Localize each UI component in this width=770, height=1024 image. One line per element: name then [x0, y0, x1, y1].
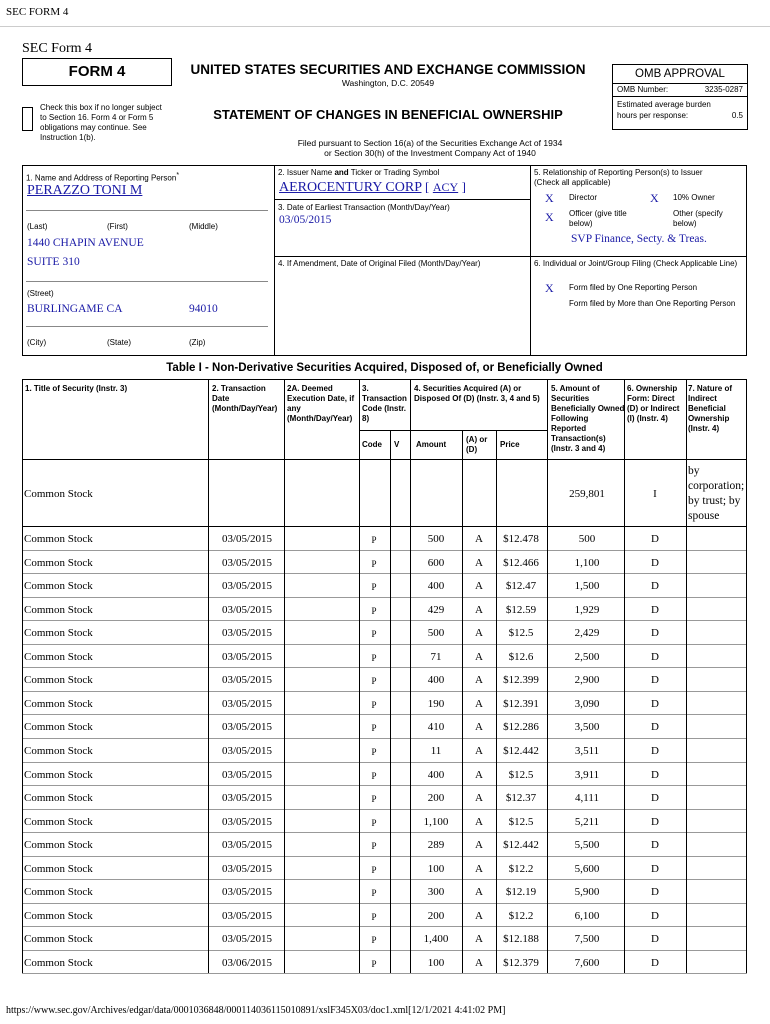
cell-amount: 190 — [427, 697, 445, 710]
cell-ad: A — [475, 744, 483, 757]
checkbox-instruction: Check this box if no longer subject to Section 16. Form 4 or Form 5 obligations may continue. See Instruction 1(b). — [40, 103, 162, 142]
cell-security: Common Stock — [24, 839, 93, 852]
column-line — [410, 379, 411, 973]
omb-number-value: 3235-0287 — [704, 85, 743, 94]
row-divider — [22, 573, 747, 574]
cell-form: D — [651, 744, 659, 757]
indirect-row-bottom — [22, 526, 747, 527]
sub-header-amount: Amount — [416, 440, 447, 449]
other-label: Other (specify below) — [673, 209, 723, 228]
cell-security: Common Stock — [24, 862, 93, 875]
cell-ad: A — [475, 768, 483, 781]
address-line-2: SUITE 310 — [27, 256, 80, 268]
cell-code: P — [371, 911, 377, 922]
row-divider — [22, 738, 747, 739]
cell-code: P — [371, 794, 377, 805]
cell-amount: 429 — [427, 603, 445, 616]
cell-price: $12.188 — [503, 933, 539, 946]
cell-owned: 7,600 — [574, 956, 600, 969]
cell-price: $12.47 — [505, 580, 537, 593]
cell-owned: 3,500 — [574, 721, 600, 734]
cell-form: D — [651, 627, 659, 640]
agency-location: Washington, D.C. 20549 — [341, 78, 435, 88]
cell-date: 03/05/2015 — [221, 603, 273, 616]
browser-header: SEC FORM 4 — [6, 6, 69, 18]
column-line — [686, 379, 687, 973]
cell-price: $12.391 — [503, 697, 539, 710]
cell-code: P — [371, 935, 377, 946]
cell-date: 03/05/2015 — [221, 886, 273, 899]
cell-code: P — [371, 746, 377, 757]
cell-form: D — [651, 580, 659, 593]
cell-owned: 3,911 — [574, 768, 600, 781]
earliest-transaction-date: 03/05/2015 — [279, 214, 332, 226]
cell-security: Common Stock — [24, 556, 93, 569]
cell-amount: 400 — [427, 768, 445, 781]
row-divider — [22, 785, 747, 786]
cell-code: P — [371, 652, 377, 663]
cell-security: Common Stock — [24, 697, 93, 710]
cell-ad: A — [475, 886, 483, 899]
reporting-person-name[interactable]: PERAZZO TONI M — [27, 183, 143, 198]
cell-date: 03/05/2015 — [221, 721, 273, 734]
row-divider — [22, 832, 747, 833]
row-divider — [22, 809, 747, 810]
omb-title: OMB APPROVAL — [613, 65, 747, 84]
cell-date: 03/05/2015 — [221, 650, 273, 663]
zip-label: (Zip) — [189, 338, 206, 347]
cell-date: 03/05/2015 — [221, 933, 273, 946]
cell-ad: A — [475, 815, 483, 828]
cell-security: Common Stock — [24, 580, 93, 593]
cell-ad: A — [475, 792, 483, 805]
cell-code: P — [371, 582, 377, 593]
cell-owned: 2,500 — [574, 650, 600, 663]
city-label: (City) — [27, 338, 47, 347]
cell-amount: 200 — [427, 909, 445, 922]
cell-security: Common Stock — [24, 650, 93, 663]
sub-header-code: Code — [362, 440, 382, 449]
cell-code: P — [371, 817, 377, 828]
footer-url: https://www.sec.gov/Archives/edgar/data/0001036848/000114036115010891/xslF345X03/doc1.xml[12/1/2021 4:41:02 PM] — [6, 1005, 506, 1016]
cell-ad: A — [475, 933, 483, 946]
cell-form: D — [651, 933, 659, 946]
cell-code: P — [371, 770, 377, 781]
cell-amount: 289 — [427, 839, 445, 852]
cell-form: D — [651, 697, 659, 710]
row-divider — [22, 926, 747, 927]
cell-ad: A — [475, 627, 483, 640]
cell-price: $12.399 — [503, 674, 539, 687]
cell-ad: A — [475, 839, 483, 852]
cell-code: P — [371, 888, 377, 899]
cell-ad: A — [475, 603, 483, 616]
cell-ad: A — [475, 556, 483, 569]
cell-code: P — [371, 629, 377, 640]
cell-date: 03/05/2015 — [221, 556, 273, 569]
sub-header-price: Price — [500, 440, 520, 449]
form-label: FORM 4 — [68, 63, 126, 80]
col-header-date: 2. Transaction Date (Month/Day/Year) — [212, 384, 278, 413]
cell-price: $12.59 — [505, 603, 537, 616]
cell-amount: 11 — [430, 744, 442, 757]
cell-ad: A — [475, 650, 483, 663]
cell-form: D — [651, 839, 659, 852]
cell-code: P — [371, 535, 377, 545]
cell-amount: 200 — [427, 792, 445, 805]
director-mark: X — [545, 191, 554, 205]
cell-security: Common Stock — [24, 792, 93, 805]
column-line — [284, 379, 285, 973]
more-persons-label: Form filed by More than One Reporting Person — [569, 299, 736, 308]
cell-owned: 3,090 — [574, 697, 600, 710]
row-divider — [22, 879, 747, 880]
cell-amount: 1,400 — [423, 933, 449, 946]
ticker-close: ] — [461, 179, 467, 194]
filed-line-2: or Section 30(h) of the Investment Company Act of 1940 — [324, 148, 536, 158]
cell-security: Common Stock — [24, 768, 93, 781]
cell-security: Common Stock — [24, 603, 93, 616]
cell-amount: 1,100 — [423, 815, 449, 828]
cell-owned: 4,111 — [575, 792, 599, 805]
column-line — [208, 379, 209, 973]
box4-label: 4. If Amendment, Date of Original Filed (Month/Day/Year) — [278, 259, 481, 268]
cell-owned: 1,500 — [574, 580, 600, 593]
cell-form: D — [651, 909, 659, 922]
cell-amount: 500 — [427, 533, 445, 545]
col-header-deemed-date: 2A. Deemed Execution Date, if any (Month/Day/Year) — [287, 384, 355, 423]
cell-form: D — [651, 956, 659, 969]
ticker-link[interactable]: ACY — [432, 180, 459, 194]
cell-security: Common Stock — [24, 533, 93, 545]
col-header-form: 6. Ownership Form: Direct (D) or Indirect (I) (Instr. 4) — [627, 384, 680, 423]
cell-price: $12.6 — [508, 650, 534, 663]
cell-form: D — [651, 721, 659, 734]
cell-owned: 5,600 — [574, 862, 600, 875]
cell-date: 03/05/2015 — [221, 815, 273, 828]
indirect-security: Common Stock — [24, 488, 93, 500]
column-line — [624, 379, 625, 973]
address-line-1: 1440 CHAPIN AVENUE — [27, 237, 144, 249]
page-title: SEC Form 4 — [22, 41, 93, 56]
cell-form: D — [651, 862, 659, 875]
sub-header-v: V — [394, 440, 400, 449]
box5-label: 5. Relationship of Reporting Person(s) to Issuer (Check all applicable) — [534, 168, 703, 187]
cell-price: $12.5 — [508, 768, 534, 781]
city-value: BURLINGAME CA — [27, 303, 123, 315]
cell-security: Common Stock — [24, 721, 93, 734]
row-divider — [22, 973, 747, 974]
cell-code: P — [371, 699, 377, 710]
indirect-owned: 259,801 — [569, 488, 605, 500]
cell-date: 03/05/2015 — [221, 862, 273, 875]
row-divider — [22, 597, 747, 598]
col-header-nature: 7. Nature of Indirect Beneficial Ownership (Instr. 4) — [688, 384, 733, 433]
cell-owned: 1,929 — [574, 603, 600, 616]
cell-owned: 6,100 — [574, 909, 600, 922]
cell-date: 03/05/2015 — [221, 744, 273, 757]
cell-price: $12.19 — [505, 886, 537, 899]
cell-ad: A — [475, 909, 483, 922]
officer-title: SVP Finance, Secty. & Treas. — [571, 233, 707, 245]
row-divider — [22, 644, 747, 645]
cell-price: $12.478 — [503, 533, 539, 545]
cell-date: 03/05/2015 — [221, 909, 273, 922]
owner-label: 10% Owner — [673, 193, 715, 202]
cell-amount: 100 — [427, 862, 445, 875]
cell-date: 03/05/2015 — [221, 792, 273, 805]
column-line — [547, 379, 548, 973]
column-line — [359, 379, 360, 973]
one-person-mark: X — [545, 281, 554, 295]
row-divider — [22, 691, 747, 692]
col-header-owned: 5. Amount of Securities Beneficially Owned Following Reported Transaction(s) (Instr. 3 and 4) — [551, 384, 625, 453]
box2-label: 2. Issuer Name and Ticker or Trading Symbol — [278, 168, 440, 177]
cell-ad: A — [475, 721, 483, 734]
cell-amount: 71 — [430, 650, 442, 663]
omb-burden-label: Estimated average burden — [617, 100, 711, 109]
cell-code: P — [371, 723, 377, 734]
cell-form: D — [651, 886, 659, 899]
director-label: Director — [569, 193, 598, 202]
cell-price: $12.379 — [503, 956, 539, 969]
cell-owned: 1,100 — [574, 556, 600, 569]
box6-label: 6. Individual or Joint/Group Filing (Check Applicable Line) — [534, 259, 738, 268]
cell-owned: 2,429 — [574, 627, 600, 640]
indirect-form: I — [653, 488, 657, 500]
cell-date: 03/05/2015 — [221, 674, 273, 687]
cell-form: D — [651, 533, 659, 545]
row-divider — [22, 856, 747, 857]
cell-amount: 600 — [427, 556, 445, 569]
column-line — [462, 430, 463, 973]
row-divider — [22, 903, 747, 904]
cell-form: D — [651, 768, 659, 781]
row-divider — [22, 762, 747, 763]
statement-title: STATEMENT OF CHANGES IN BENEFICIAL OWNERSHIP — [213, 107, 563, 122]
cell-form: D — [651, 674, 659, 687]
agency-name: UNITED STATES SECURITIES AND EXCHANGE COMMISSION — [190, 62, 586, 77]
row-divider — [22, 550, 747, 551]
cell-price: $12.2 — [508, 862, 534, 875]
omb-hours-label: hours per response: — [617, 111, 689, 120]
cell-price: $12.2 — [508, 909, 534, 922]
cell-ad: A — [475, 862, 483, 875]
table-title: Table I - Non-Derivative Securities Acquired, Disposed of, or Beneficially Owned — [166, 362, 603, 374]
officer-label: Officer (give title below) — [569, 209, 627, 228]
cell-price: $12.286 — [503, 721, 539, 734]
cell-security: Common Stock — [24, 933, 93, 946]
cell-code: P — [371, 676, 377, 687]
cell-date: 03/06/2015 — [221, 956, 273, 969]
column-line — [496, 430, 497, 973]
cell-owned: 5,211 — [574, 815, 600, 828]
last-label: (Last) — [27, 222, 48, 231]
column-line — [22, 379, 23, 973]
cell-ad: A — [475, 533, 483, 545]
first-label: (First) — [107, 222, 128, 231]
cell-amount: 410 — [427, 721, 445, 734]
cell-price: $12.442 — [503, 839, 539, 852]
cell-form: D — [651, 556, 659, 569]
subheader-line — [359, 430, 547, 431]
cell-code: P — [371, 558, 377, 569]
one-person-label: Form filed by One Reporting Person — [569, 283, 698, 292]
cell-amount: 400 — [427, 580, 445, 593]
street-label: (Street) — [27, 289, 54, 298]
ticker-open: [ — [424, 179, 430, 194]
box3-label: 3. Date of Earliest Transaction (Month/Day/Year) — [278, 203, 450, 212]
cell-amount: 500 — [427, 627, 445, 640]
cell-security: Common Stock — [24, 886, 93, 899]
cell-security: Common Stock — [24, 909, 93, 922]
cell-date: 03/05/2015 — [221, 533, 273, 545]
cell-price: $12.37 — [505, 792, 537, 805]
cell-code: P — [371, 841, 377, 852]
omb-hours-value: 0.5 — [731, 111, 743, 120]
col-header-title: 1. Title of Security (Instr. 3) — [25, 384, 128, 393]
cell-amount: 400 — [427, 674, 445, 687]
cell-security: Common Stock — [24, 674, 93, 687]
cell-form: D — [651, 603, 659, 616]
officer-mark: X — [545, 210, 554, 224]
cell-owned: 500 — [578, 533, 596, 545]
cell-code: P — [371, 864, 377, 875]
state-label: (State) — [107, 338, 132, 347]
col-header-code: 3. Transaction Code (Instr. 8) — [362, 384, 407, 423]
cell-price: $12.466 — [503, 556, 539, 569]
cell-form: D — [651, 650, 659, 663]
cell-code: P — [371, 958, 377, 969]
cell-security: Common Stock — [24, 815, 93, 828]
cell-ad: A — [475, 697, 483, 710]
cell-owned: 5,500 — [574, 839, 600, 852]
cell-owned: 5,900 — [574, 886, 600, 899]
cell-ad: A — [475, 674, 483, 687]
cell-amount: 300 — [427, 886, 445, 899]
sub-header-aord: (A) or (D) — [466, 435, 488, 454]
cell-code: P — [371, 605, 377, 616]
col-header-acquired: 4. Securities Acquired (A) or Disposed Of (D) (Instr. 3, 4 and 5) — [414, 384, 540, 403]
cell-date: 03/05/2015 — [221, 627, 273, 640]
table-top — [22, 379, 747, 380]
cell-price: $12.442 — [503, 744, 539, 757]
cell-form: D — [651, 792, 659, 805]
cell-security: Common Stock — [24, 956, 93, 969]
column-line — [746, 379, 747, 973]
row-divider — [22, 714, 747, 715]
issuer-name-link[interactable]: AEROCENTURY CORP — [279, 180, 422, 195]
cell-date: 03/05/2015 — [221, 697, 273, 710]
cell-owned: 2,900 — [574, 674, 600, 687]
column-line — [390, 430, 391, 973]
cell-form: D — [651, 815, 659, 828]
cell-security: Common Stock — [24, 744, 93, 757]
cell-owned: 7,500 — [574, 933, 600, 946]
zip-value: 94010 — [189, 303, 218, 315]
table-header-bottom — [22, 459, 747, 460]
row-divider — [22, 620, 747, 621]
row-divider — [22, 667, 747, 668]
cell-amount: 100 — [427, 956, 445, 969]
cell-security: Common Stock — [24, 627, 93, 640]
box1-label: 1. Name and Address of Reporting Person* — [26, 172, 180, 183]
owner-mark: X — [650, 191, 659, 205]
indirect-nature: by corporation; by trust; by spouse — [688, 465, 745, 522]
cell-owned: 3,511 — [574, 744, 600, 757]
cell-price: $12.5 — [508, 815, 534, 828]
row-divider — [22, 950, 747, 951]
cell-ad: A — [475, 580, 483, 593]
cell-date: 03/05/2015 — [221, 839, 273, 852]
middle-label: (Middle) — [189, 222, 218, 231]
cell-date: 03/05/2015 — [221, 580, 273, 593]
cell-price: $12.5 — [508, 627, 534, 640]
omb-number-label: OMB Number: — [617, 85, 669, 94]
cell-date: 03/05/2015 — [221, 768, 273, 781]
cell-ad: A — [475, 956, 483, 969]
filed-line-1: Filed pursuant to Section 16(a) of the Securities Exchange Act of 1934 — [297, 138, 563, 148]
